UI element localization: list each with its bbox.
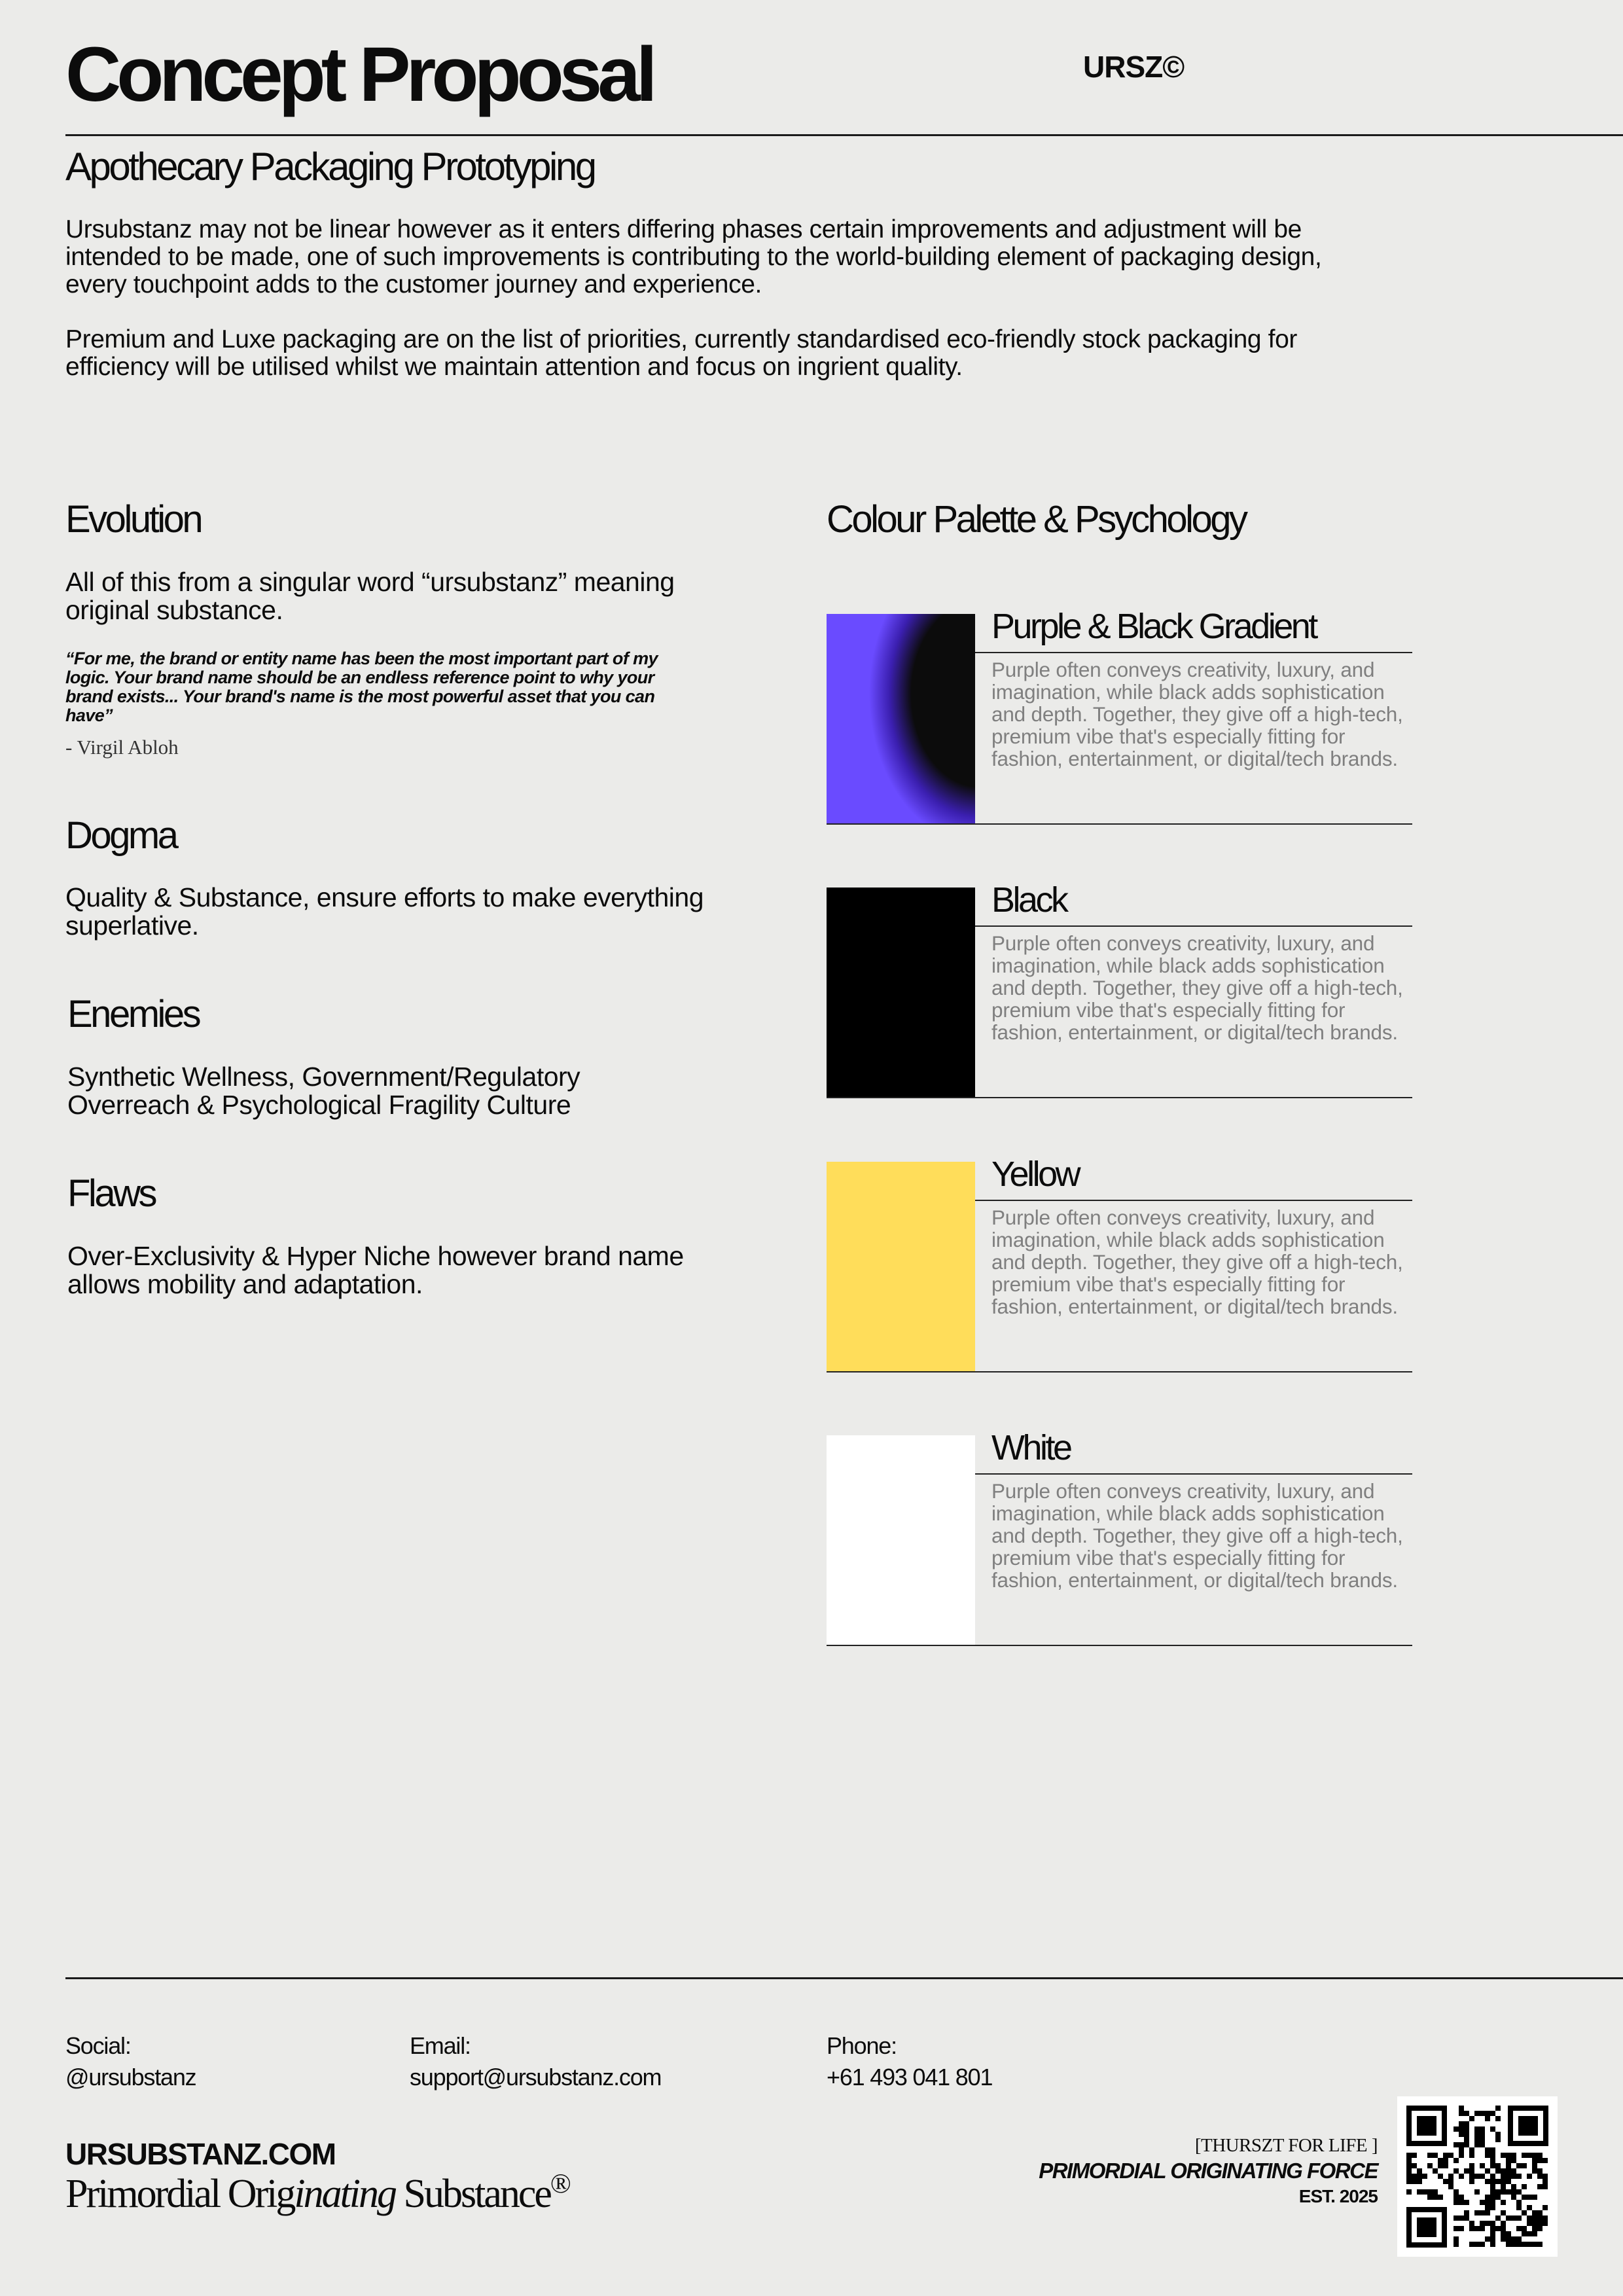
qr-module [1490,2221,1495,2226]
qr-module [1532,2168,1537,2174]
enemies-heading: Enemies [67,993,200,1035]
qr-module [1469,2153,1474,2158]
swatch-yellow [827,1155,1412,1372]
qr-module [1543,2205,1548,2210]
qr-module [1406,2168,1412,2174]
qr-module [1532,2195,1537,2200]
qr-module [1469,2179,1474,2184]
qr-module [1433,2153,1438,2158]
qr-module [1464,2111,1469,2116]
thurszt-slogan: [THURSZT FOR LIFE ] [1194,2135,1378,2156]
dogma-body: Quality & Substance, ensure efforts to make everything superlative. [65,882,704,941]
qr-module [1543,2179,1548,2184]
qr-module [1406,2163,1412,2168]
qr-module [1522,2226,1527,2231]
qr-module [1459,2132,1464,2137]
qr-module [1417,2179,1422,2184]
white-swatch [827,1435,975,1646]
qr-module [1464,2200,1469,2205]
qr-module [1485,2221,1490,2226]
swatch-name: White [991,1428,1071,1467]
qr-module [1495,2195,1501,2200]
qr-module [1501,2153,1506,2158]
qr-module [1501,2168,1506,2174]
qr-module [1537,2215,1543,2221]
qr-module [1433,2195,1438,2200]
qr-module [1469,2174,1474,2179]
qr-code-graphic [1397,2096,1558,2257]
qr-module [1469,2147,1474,2153]
qr-module [1532,2242,1537,2247]
qr-module [1527,2215,1532,2221]
qr-module [1469,2226,1474,2231]
email-label: Email: [410,2032,471,2059]
qr-module [1438,2158,1443,2163]
qr-module [1412,2179,1417,2184]
qr-module [1511,2168,1516,2174]
qr-module [1490,2195,1495,2200]
qr-module [1511,2174,1516,2179]
qr-module [1422,2189,1427,2195]
swatch-bottom-rule [827,823,1412,825]
qr-module [1490,2231,1495,2236]
qr-module [1495,2132,1501,2137]
qr-module [1480,2226,1485,2231]
qr-module [1485,2236,1490,2242]
brand-mark: URSZ© [1083,50,1185,84]
qr-module [1506,2158,1511,2163]
qr-module [1522,2163,1527,2168]
qr-module [1412,2174,1417,2179]
qr-module [1474,2142,1480,2147]
qr-module [1459,2200,1464,2205]
swatch-divider [975,925,1412,927]
qr-module [1506,2215,1511,2221]
qr-module [1454,2226,1459,2231]
qr-module [1532,2153,1537,2158]
qr-module [1506,2153,1511,2158]
qr-module [1469,2163,1474,2168]
qr-module [1490,2200,1495,2205]
qr-module [1495,2189,1501,2195]
qr-module [1480,2163,1485,2168]
qr-module [1516,2163,1522,2168]
qr-module [1464,2210,1469,2215]
qr-module [1495,2179,1501,2184]
qr-module [1448,2184,1454,2189]
qr-module [1501,2179,1506,2184]
email-link[interactable]: support@ursubstanz.com [410,2064,662,2090]
qr-module [1490,2147,1495,2153]
qr-module [1543,2215,1548,2221]
qr-module [1480,2174,1485,2179]
qr-module [1422,2174,1427,2179]
qr-module [1532,2215,1537,2221]
yellow-swatch [827,1162,975,1372]
swatch-white [827,1428,1412,1646]
social-label: Social: [65,2032,131,2059]
qr-module [1511,2189,1516,2195]
tagline-part: Primordial Orig [65,2172,294,2216]
flaws-heading: Flaws [67,1172,155,1215]
qr-module [1532,2226,1537,2231]
qr-module [1485,2205,1490,2210]
qr-module [1527,2195,1532,2200]
qr-module [1480,2200,1485,2205]
qr-module [1532,2231,1537,2236]
qr-module [1490,2226,1495,2231]
qr-module [1443,2158,1448,2163]
established-year: EST. 2025 [1298,2186,1378,2206]
qr-module [1474,2137,1480,2142]
qr-module [1537,2158,1543,2163]
qr-module [1406,2179,1412,2184]
qr-module [1522,2210,1527,2215]
qr-module [1506,2179,1511,2184]
qr-module [1527,2174,1532,2179]
palette-heading: Colour Palette & Psychology [827,498,1246,541]
qr-module [1527,2242,1532,2247]
qr-module [1543,2174,1548,2179]
phone-label: Phone: [827,2032,897,2059]
qr-module [1501,2226,1506,2231]
qr-module [1438,2163,1443,2168]
qr-module [1480,2242,1485,2247]
qr-module [1480,2221,1485,2226]
qr-module [1527,2221,1532,2226]
website-link[interactable]: URSUBSTANZ.COM [65,2137,336,2171]
qr-module [1448,2179,1454,2184]
qr-module [1454,2126,1459,2132]
qr-module [1427,2153,1433,2158]
qr-module [1506,2242,1511,2247]
qr-module [1480,2132,1485,2137]
qr-module [1406,2158,1412,2163]
qr-module [1485,2200,1490,2205]
qr-module [1485,2116,1490,2121]
qr-module [1480,2142,1485,2147]
qr-module [1501,2174,1506,2179]
qr-module [1480,2137,1485,2142]
qr-module [1469,2242,1474,2247]
qr-module [1532,2163,1537,2168]
swatch-purple-black [827,607,1412,825]
enemies-body: Synthetic Wellness, Government/Regulatory Overreach & Psychological Fragility Culture [67,1062,580,1120]
qr-module [1459,2153,1464,2158]
qr-module [1459,2121,1464,2126]
qr-module [1537,2184,1543,2189]
qr-module [1454,2168,1459,2174]
qr-module [1506,2168,1511,2174]
qr-module [1490,2163,1495,2168]
qr-module [1511,2236,1516,2242]
qr-module [1501,2200,1506,2205]
qr-module [1511,2242,1516,2247]
registered-mark: ® [550,2169,569,2199]
qr-module [1485,2210,1490,2215]
qr-module [1454,2142,1459,2147]
qr-module [1406,2189,1412,2195]
swatch-name: Yellow [991,1155,1079,1194]
qr-module [1464,2126,1469,2132]
qr-module [1448,2153,1454,2158]
page-title: Concept Proposal [65,31,653,118]
qr-module [1427,2189,1433,2195]
qr-module [1511,2215,1516,2221]
qr-module [1501,2236,1506,2242]
qr-module [1485,2147,1490,2153]
qr-module [1454,2158,1459,2163]
swatch-bottom-rule [827,1097,1412,1098]
qr-module [1537,2168,1543,2174]
qr-module [1485,2111,1490,2116]
qr-module [1511,2195,1516,2200]
qr-module [1516,2236,1522,2242]
qr-module [1511,2184,1516,2189]
qr-module [1490,2153,1495,2158]
qr-module [1454,2195,1459,2200]
qr-module [1485,2153,1490,2158]
qr-module [1532,2221,1537,2226]
qr-module [1459,2174,1464,2179]
qr-module [1417,2189,1422,2195]
qr-module [1454,2189,1459,2195]
swatch-description: Purple often conveys creativity, luxury, and imagination, while black adds sophistication and depth. Together, they give off a high-tech, premium vibe that's especially fitting for fashion, entertainment, or digital/tech brands. [991,1479,1403,1592]
intro-paragraph-2: Premium and Luxe packaging are on the list of priorities, currently standardised eco-friendly stock packaging for efficiency will be utilised whilst we maintain attention and focus on ingrient quality. [65,325,1297,381]
qr-module [1532,2158,1537,2163]
qr-module [1443,2153,1448,2158]
qr-module [1469,2221,1474,2226]
evolution-heading: Evolution [65,498,202,541]
qr-module [1480,2126,1485,2132]
qr-module [1495,2163,1501,2168]
qr-module [1474,2132,1480,2137]
qr-module [1495,2106,1501,2111]
qr-module [1490,2236,1495,2242]
qr-module [1543,2184,1548,2189]
qr-module [1474,2126,1480,2132]
qr-module [1417,2174,1422,2179]
swatch-name: Black [991,880,1067,920]
qr-module [1427,2163,1433,2168]
qr-module [1516,2174,1522,2179]
qr-module [1490,2242,1495,2247]
qr-module [1474,2242,1480,2247]
evolution-body: All of this from a singular word “ursubstanz” meaning original substance. [65,567,675,625]
abloh-quote: “For me, the brand or entity name has been the most important part of my logic. Your brand name should be an endless reference point to why your brand exists... Your brand's name is the most powerful asset that you can have” [65,649,658,725]
qr-module [1448,2174,1454,2179]
qr-module [1454,2200,1459,2205]
qr-module [1501,2210,1506,2215]
qr-module [1480,2111,1485,2116]
qr-module [1522,2195,1527,2200]
qr-module [1501,2221,1506,2226]
qr-module [1485,2179,1490,2184]
qr-module [1495,2226,1501,2231]
qr-module [1537,2221,1543,2226]
qr-module [1522,2242,1527,2247]
qr-module [1443,2179,1448,2184]
qr-module [1501,2184,1506,2189]
qr-module [1490,2184,1495,2189]
footer-divider [65,1977,1623,1979]
qr-module [1516,2205,1522,2210]
qr-module [1506,2174,1511,2179]
black-swatch [827,888,975,1098]
qr-module [1459,2142,1464,2147]
qr-module [1459,2126,1464,2132]
quote-attribution: - Virgil Abloh [65,736,179,759]
qr-module [1516,2215,1522,2221]
qr-module [1490,2111,1495,2116]
qr-module [1464,2142,1469,2147]
qr-module [1516,2226,1522,2231]
qr-module [1417,2168,1422,2174]
qr-module [1495,2116,1501,2121]
qr-module [1506,2236,1511,2242]
qr-module [1537,2210,1543,2215]
swatch-description: Purple often conveys creativity, luxury, and imagination, while black adds sophistication and depth. Together, they give off a high-tech, premium vibe that's especially fitting for fashion, entertainment, or digital/tech brands. [991,931,1403,1044]
qr-module [1543,2158,1548,2163]
qr-module [1527,2205,1532,2210]
swatch-bottom-rule [827,1645,1412,1646]
brand-tagline [65,2169,569,2216]
qr-module [1527,2153,1532,2158]
swatch-divider [975,652,1412,653]
qr-module [1454,2236,1459,2242]
qr-module [1443,2163,1448,2168]
qr-module [1537,2226,1543,2231]
intro-paragraph-1: Ursubstanz may not be linear however as it enters differing phases certain improvements and adjustment will be intended to be made, one of such improvements is contributing to the world-building element of packaging design, every touchpoint adds to the customer journey and experience. [65,215,1322,298]
qr-module [1454,2242,1459,2247]
qr-module [1485,2168,1490,2174]
subtitle: Apothecary Packaging Prototyping [65,145,595,188]
qr-module [1433,2189,1438,2195]
qr-module [1480,2210,1485,2215]
qr-module [1495,2215,1501,2221]
qr-module [1474,2174,1480,2179]
qr-module [1464,2121,1469,2126]
qr-module [1537,2174,1543,2179]
tagline-italic: inating [294,2172,396,2216]
qr-module [1516,2189,1522,2195]
qr-module [1516,2200,1522,2205]
qr-module [1427,2195,1433,2200]
header-divider [65,134,1623,136]
swatch-description: Purple often conveys creativity, luxury, and imagination, while black adds sophistication and depth. Together, they give off a high-tech, premium vibe that's especially fitting for fashion, entertainment, or digital/tech brands. [991,1206,1403,1318]
swatch-divider [975,1473,1412,1475]
qr-module [1485,2195,1490,2200]
qr-module [1495,2137,1501,2142]
qr-module [1438,2174,1443,2179]
qr-module [1459,2215,1464,2221]
swatch-bottom-rule [827,1371,1412,1372]
primordial-force: PRIMORDIAL ORIGINATING FORCE [1039,2159,1378,2183]
qr-module [1464,2137,1469,2142]
qr-module [1490,2179,1495,2184]
qr-module [1490,2174,1495,2179]
qr-module [1522,2153,1527,2158]
social-handle[interactable]: @ursubstanz [65,2064,196,2090]
qr-module [1464,2168,1469,2174]
phone-number[interactable]: +61 493 041 801 [827,2064,993,2090]
qr-module [1459,2195,1464,2200]
qr-module [1522,2184,1527,2189]
qr-module [1459,2111,1464,2116]
qr-module [1506,2163,1511,2168]
qr-module [1464,2132,1469,2137]
qr-module [1474,2189,1480,2195]
purple-black-gradient-swatch [827,614,975,825]
qr-module [1543,2221,1548,2226]
qr-code[interactable] [1397,2096,1558,2257]
qr-module [1537,2153,1543,2158]
qr-module [1506,2189,1511,2195]
qr-module [1469,2116,1474,2121]
qr-module [1527,2231,1532,2236]
qr-module [1474,2226,1480,2231]
qr-module [1438,2195,1443,2200]
qr-module [1490,2158,1495,2163]
qr-module [1406,2174,1412,2179]
tagline-part: Substance [395,2172,550,2216]
qr-module [1490,2205,1495,2210]
qr-module [1406,2153,1412,2158]
qr-module [1464,2215,1469,2221]
qr-module [1474,2111,1480,2116]
qr-module [1516,2242,1522,2247]
qr-module [1469,2168,1474,2174]
qr-module [1490,2189,1495,2195]
qr-module [1459,2147,1464,2153]
qr-module [1511,2158,1516,2163]
qr-module [1532,2210,1537,2215]
qr-module [1511,2153,1516,2158]
qr-module [1501,2231,1506,2236]
qr-module [1474,2210,1480,2215]
dogma-heading: Dogma [65,814,177,857]
swatch-black [827,880,1412,1098]
qr-module [1490,2126,1495,2132]
qr-module [1501,2189,1506,2195]
qr-module [1459,2106,1464,2111]
swatch-divider [975,1200,1412,1201]
qr-module [1433,2168,1438,2174]
qr-module [1454,2215,1459,2221]
swatch-description: Purple often conveys creativity, luxury, and imagination, while black adds sophistication and depth. Together, they give off a high-tech, premium vibe that's especially fitting for fashion, entertainment, or digital/tech brands. [991,658,1403,770]
flaws-body: Over-Exclusivity & Hyper Niche however brand name allows mobility and adaptation. [67,1241,684,1299]
qr-module [1495,2168,1501,2174]
qr-module [1412,2163,1417,2168]
qr-module [1522,2231,1527,2236]
qr-module [1459,2226,1464,2231]
qr-module [1537,2242,1543,2247]
swatch-name: Purple & Black Gradient [991,607,1316,646]
qr-module [1412,2153,1417,2158]
qr-module [1506,2231,1511,2236]
